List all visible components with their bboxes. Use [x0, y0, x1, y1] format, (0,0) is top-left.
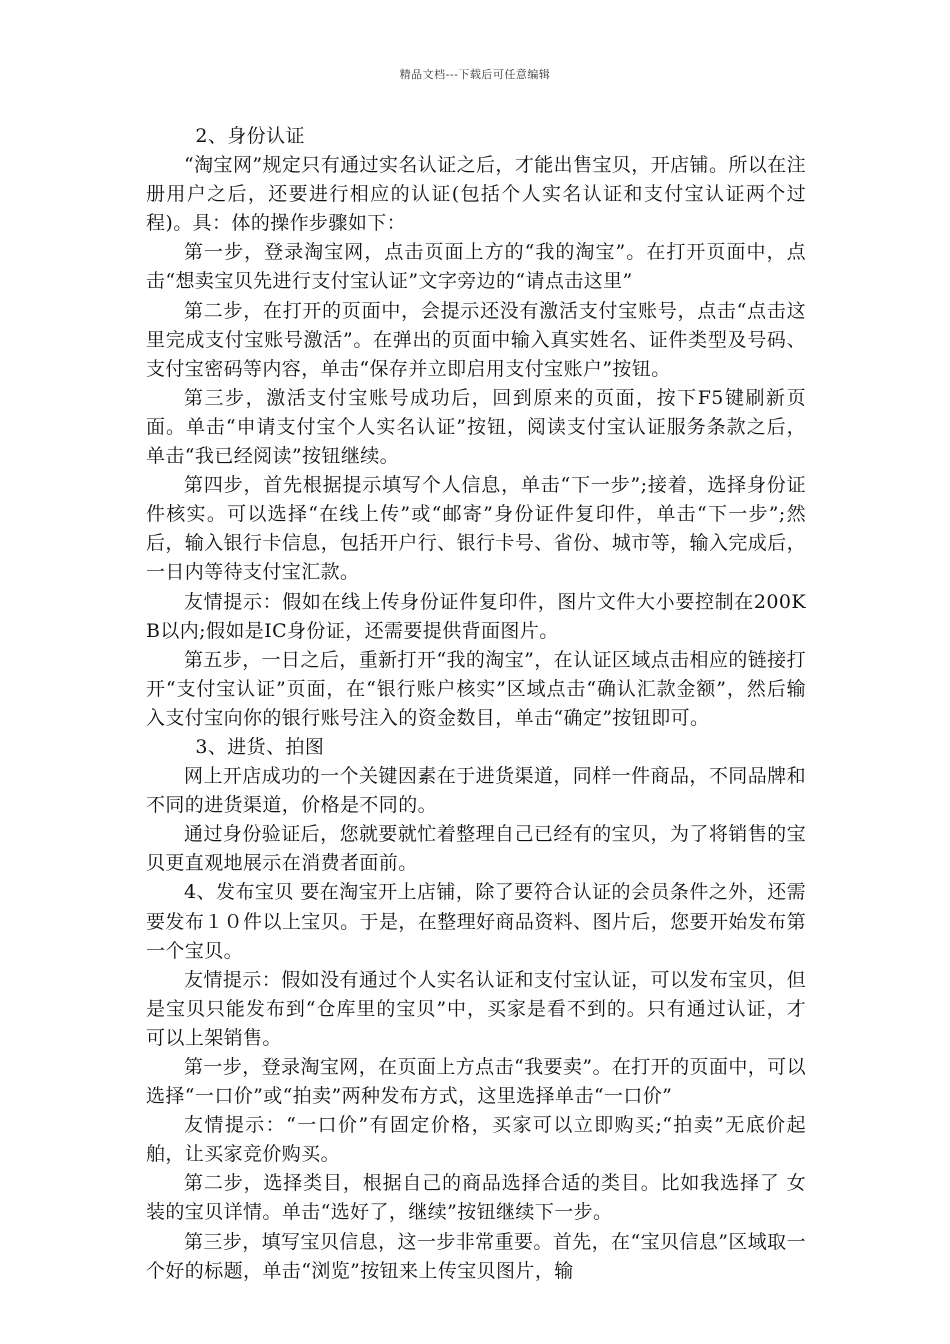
paragraph-step-1: 第一步，登录淘宝网，点击页面上方的“我的淘宝”。在打开页面中，点击“想卖宝贝先进行支付宝认证”文字旁边的“请点击这里” — [146, 241, 806, 293]
paragraph-tip-unverified: 友情提示：假如没有通过个人实名认证和支付宝认证，可以发布宝贝，但是宝贝只能发布到“仓库里的宝贝”中，买家是看不到的。只有通过认证，才可以上架销售。 — [146, 968, 806, 1049]
paragraph-intro: “淘宝网”规定只有通过实名认证之后，才能出售宝贝，开店铺。所以在注册用户之后，还要进行相应的认证(包括个人实名认证和支付宝认证两个过程)。具：体的操作步骤如下： — [146, 154, 806, 235]
paragraph-step-2: 第二步，在打开的页面中，会提示还没有激活支付宝账号，点击“点击这里完成支付宝账号激活”。在弹出的页面中输入真实姓名、证件类型及号码、支付宝密码等内容，单击“保存并立即启用支付宝账户”按钮。 — [146, 299, 806, 380]
paragraph-step-4: 第四步，首先根据提示填写个人信息，单击“下一步”;接着，选择身份证件核实。可以选择“在线上传”或“邮寄”身份证件复印件，单击“下一步”;然后，输入银行卡信息，包括开户行、银行卡号、省份、城市等，输入完成后，一日内等待支付宝汇款。 — [146, 474, 806, 584]
paragraph-step-5: 第五步，一日之后，重新打开“我的淘宝”，在认证区域点击相应的链接打开“支付宝认证”页面，在“银行账户核实”区域点击“确认汇款金额”，然后输入支付宝向你的银行账号注入的资金数目，单击“确定”按钮即可。 — [146, 648, 806, 729]
page-header: 精品文档---下载后可任意编辑 — [399, 68, 551, 81]
paragraph-step-3: 第三步，激活支付宝账号成功后，回到原来的页面，按下F5键刷新页面。单击“申请支付宝个人实名认证”按钮，阅读支付宝认证服务条款之后，单击“我已经阅读”按钮继续。 — [146, 386, 806, 468]
paragraph-publish-step-1: 第一步，登录淘宝网，在页面上方点击“我要卖”。在打开的页面中，可以选择“一口价”或“拍卖”两种发布方式，这里选择单击“一口价” — [146, 1056, 806, 1108]
section-heading-identity-verification: 2、身份认证 — [195, 125, 305, 147]
section-heading-stocking: 3、进货、拍图 — [195, 735, 325, 758]
paragraph-publish-intro: 4、发布宝贝 要在淘宝开上店铺，除了要符合认证的会员条件之外，还需要发布１０件以上宝贝。于是，在整理好商品资料、图片后，您要开始发布第一个宝贝。 — [146, 881, 806, 962]
paragraph-organize: 通过身份验证后，您就要就忙着整理自己已经有的宝贝，为了将销售的宝贝更直观地展示在消费者面前。 — [146, 823, 806, 875]
paragraph-publish-step-3: 第三步，填写宝贝信息，这一步非常重要。首先，在“宝贝信息”区域取一个好的标题，单击“浏览”按钮来上传宝贝图片，输 — [146, 1230, 806, 1282]
paragraph-publish-step-2: 第二步，选择类目，根据自己的商品选择合适的类目。比如我选择了 女装的宝贝详情。单击“选好了，继续”按钮继续下一步。 — [146, 1172, 806, 1224]
paragraph-tip-upload: 友情提示：假如在线上传身份证件复印件，图片文件大小要控制在200KB以内;假如是IC身份证，还需要提供背面图片。 — [146, 590, 806, 642]
document-body — [146, 122, 806, 1286]
paragraph-tip-price: 友情提示：“一口价”有固定价格，买家可以立即购买;“拍卖”无底价起舶，让买家竞价购买。 — [146, 1114, 806, 1166]
paragraph-stocking: 网上开店成功的一个关键因素在于进货渠道，同样一件商品，不同品牌和不同的进货渠道，价格是不同的。 — [146, 765, 806, 817]
